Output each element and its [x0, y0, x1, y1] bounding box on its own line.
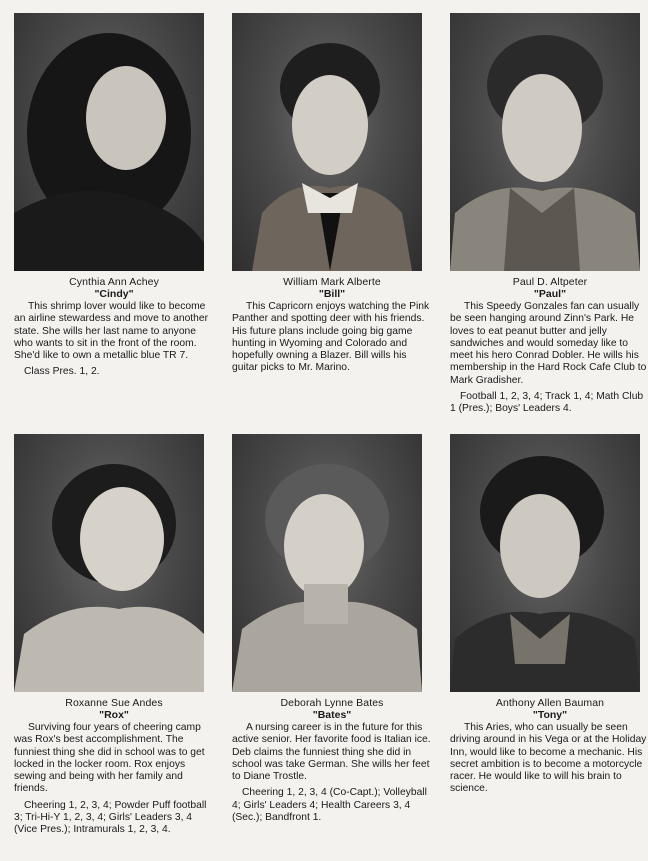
student-entry: [450, 434, 648, 796]
student-name: Anthony Allen Bauman: [495, 697, 605, 709]
portrait-silhouette: [14, 434, 204, 692]
student-entry: [450, 13, 648, 416]
student-name: Deborah Lynne Bates: [280, 697, 384, 709]
portrait-silhouette: [450, 434, 640, 692]
student-name: William Mark Alberte: [283, 276, 381, 288]
student-nickname: "Tony": [532, 709, 568, 721]
portrait-silhouette: [14, 13, 204, 271]
student-bio: This shrimp lover would like to become an airline stewardess and move to another state. She wills her last name to anyone who wants to sit in the front of the room. She'd like to own a metallic blue TR 7.: [14, 301, 209, 362]
student-bio: Surviving four years of cheering camp was Rox's best accomplishment. The funniest thing she did in school was to get locked in the locker room. Rox enjoys sewing and being with her family and friends.: [14, 722, 205, 795]
student-nickname: "Cindy": [94, 288, 134, 300]
student-entry: [14, 434, 214, 837]
student-activities: Cheering 1, 2, 3, 4; Powder Puff football 3; Tri-Hi-Y 1, 2, 3, 4; Girls' Leaders 3, 4 (Vice Pres.); Intramurals 1, 2, 3, 4.: [14, 799, 207, 836]
student-bio: This Speedy Gonzales fan can usually be seen hanging around Zinn's Park. He loves to eat peanut butter and jelly sandwiches and would someday like to meet his hero Conrad Dobler. He wills his membership in the Hard Rock Cafe Club to Mark Gradisher.: [450, 301, 647, 386]
student-activities: Class Pres. 1, 2.: [24, 366, 100, 378]
student-bio: This Capricorn enjoys watching the Pink Panther and spotting deer with his friends. His future plans include going big game hunting in Wyoming and Colorado and hopefully owning a Blazer. Bill wills his guitar picks to Mr. Marino.: [232, 301, 430, 374]
student-activities: Football 1, 2, 3, 4; Track 1, 4; Math Club 1 (Pres.); Boys' Leaders 4.: [450, 391, 644, 415]
student-bio: A nursing career is in the future for this active senior. Her favorite food is Italian ice. Deb claims the funniest thing she did in school was take German. She wills her feet to Diane Trostle.: [232, 722, 431, 783]
student-portrait-photo: [232, 434, 422, 692]
portrait-silhouette: [232, 434, 422, 692]
student-name: Paul D. Altpeter: [512, 276, 588, 288]
student-entry: [232, 13, 432, 375]
portrait-silhouette: [232, 13, 422, 271]
student-name: Roxanne Sue Andes: [65, 697, 163, 709]
student-activities: Cheering 1, 2, 3, 4 (Co-Capt.); Volleyball 4; Girls' Leaders 4; Health Careers 3, 4 (Sec.); Bandfront 1.: [232, 787, 427, 824]
student-portrait-photo: [450, 434, 640, 692]
student-nickname: "Rox": [99, 709, 129, 721]
portrait-silhouette: [450, 13, 640, 271]
student-nickname: "Bates": [312, 709, 352, 721]
student-bio: This Aries, who can usually be seen driving around in his Vega or at the Holiday Inn, would like to become a mechanic. His secret ambition is to become a motorcycle racer. He would like to will his brain to science.: [450, 722, 647, 795]
student-portrait-photo: [232, 13, 422, 271]
student-portrait-photo: [450, 13, 640, 271]
student-portrait-photo: [14, 434, 204, 692]
student-entry: [232, 434, 432, 824]
student-nickname: "Paul": [533, 288, 567, 300]
student-portrait-photo: [14, 13, 204, 271]
student-nickname: "Bill": [318, 288, 346, 300]
student-entry: [14, 13, 214, 379]
student-name: Cynthia Ann Achey: [69, 276, 159, 288]
